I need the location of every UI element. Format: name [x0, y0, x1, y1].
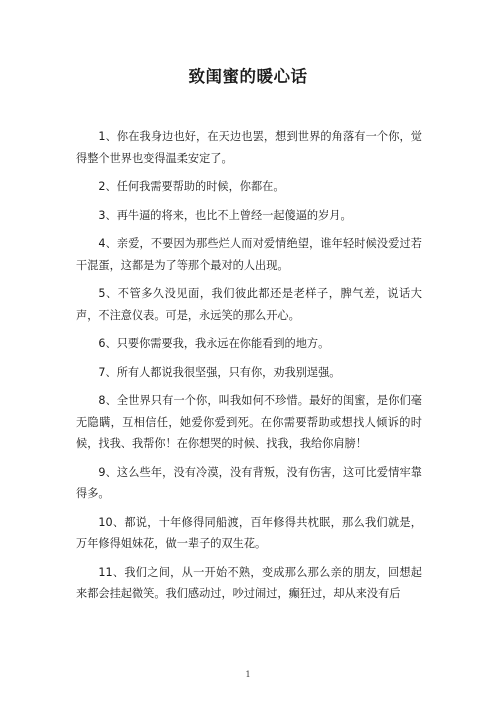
paragraph: 10、都说，十年修得同船渡，百年修得共枕眠，那么我们就是，万年修得姐妹花，做一辈子的双生花。	[76, 515, 422, 550]
paragraph: 8、全世界只有一个你，叫我如何不珍惜。最好的闺蜜，是你们毫无隐瞒，互相信任，她爱你爱到死。在你需要帮助或想找人倾诉的时候，找我、我帮你！在你想哭的时候、找我，我给你肩膀！	[76, 394, 422, 450]
paragraph: 4、亲爱，不要因为那些烂人而对爱情绝望，谁年轻时候没爱过若干混蛋，这都是为了等那个最对的人出现。	[76, 237, 422, 272]
paragraph: 5、不管多久没见面，我们彼此都还是老样子，脾气差，说话大声，不注意仪表。可是，永远笑的那么开心。	[76, 287, 422, 322]
page-title: 致闺蜜的暖心话	[188, 67, 308, 86]
paragraph: 6、只要你需要我，我永远在你能看到的地方。	[98, 337, 330, 350]
paragraph: 3、再牛逼的将来，也比不上曾经一起傻逼的岁月。	[98, 208, 352, 222]
body-text	[76, 126, 422, 612]
paragraph: 9、这么些年，没有冷漠，没有背叛，没有伤害，这可比爱情牢靠得多。	[76, 465, 422, 500]
paragraph: 2、任何我需要帮助的时候，你都在。	[98, 180, 285, 193]
paragraph: 11、我们之间，从一开始不熟，变成那么那么亲的朋友，回想起来都会挂起微笑。我们感动过，吵过闹过，癫狂过，却从来没有后	[76, 565, 422, 600]
paragraph: 7、所有人都说我很坚强，只有你，劝我别逞强。	[98, 365, 341, 379]
paragraph: 1、你在我身边也好，在天边也罢，想到世界的角落有一个你，觉得整个世界也变得温柔安定了。	[76, 130, 422, 165]
page-number: 1	[245, 670, 251, 679]
